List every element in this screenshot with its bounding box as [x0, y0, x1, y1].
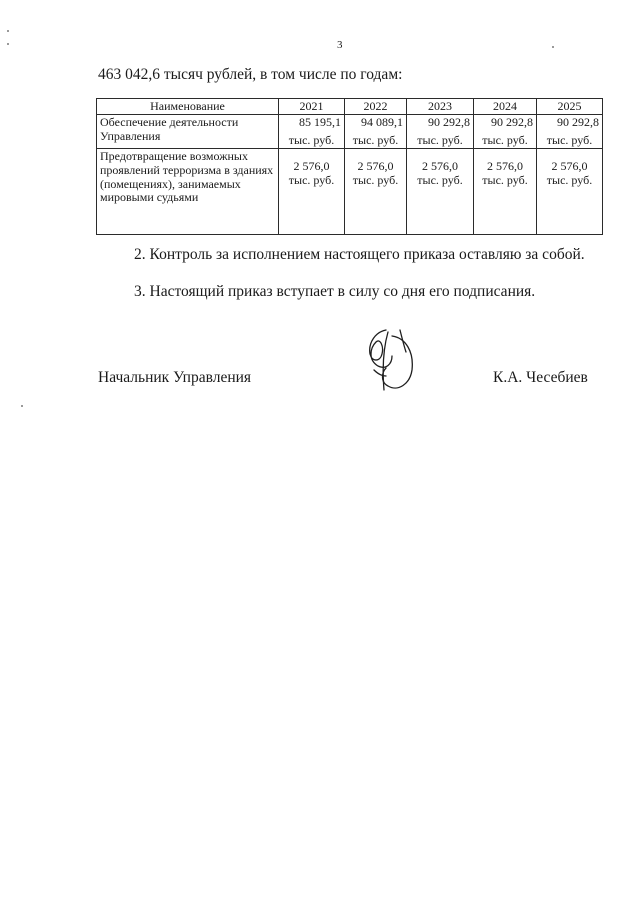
scan-speck: [7, 43, 9, 45]
cell-unit: тыс. руб.: [546, 132, 593, 147]
budget-table: [96, 98, 603, 235]
page-number: 3: [337, 39, 343, 51]
row-name: Обеспечение деятельности Управления: [97, 115, 279, 149]
table-row: [97, 149, 603, 235]
header-year-2021: 2021: [279, 99, 345, 115]
cell-value: [345, 115, 407, 149]
cell-amount: 94 089,1: [361, 115, 403, 129]
signatory-name: К.А. Чесебиев: [493, 369, 588, 386]
cell-unit: тыс. руб.: [482, 172, 528, 187]
row-name: Предотвращение возможных проявлений терроризма в зданиях (помещениях), занимаемых мировыми судьями: [97, 149, 279, 235]
budget-intro-text: 463 042,6 тысяч рублей, в том числе по годам:: [98, 66, 403, 83]
table-row: [97, 115, 603, 149]
cell-amount: 90 292,8: [557, 115, 599, 129]
handwritten-signature-icon: [356, 326, 426, 398]
scan-speck: [552, 46, 554, 48]
cell-unit: тыс. руб.: [417, 172, 463, 187]
paragraph-control: 2. Контроль за исполнением настоящего приказа оставляю за собой.: [134, 246, 585, 263]
cell-amount: 2 576,0: [422, 159, 458, 173]
cell-amount: 2 576,0: [551, 159, 588, 173]
scan-speck: [7, 30, 9, 32]
cell-value: [474, 115, 537, 149]
scan-speck: [21, 405, 23, 407]
cell-value: [537, 149, 603, 235]
signatory-title: Начальник Управления: [98, 369, 252, 386]
cell-unit: тыс. руб.: [288, 132, 335, 147]
table-header-row: [97, 99, 603, 115]
cell-unit: тыс. руб.: [288, 172, 335, 187]
cell-value: [279, 149, 345, 235]
header-year-2025: 2025: [537, 99, 603, 115]
cell-amount: 90 292,8: [428, 115, 470, 129]
cell-value: [345, 149, 407, 235]
cell-value: [279, 115, 345, 149]
cell-amount: 90 292,8: [491, 115, 533, 129]
cell-unit: тыс. руб.: [546, 172, 593, 187]
header-year-2023: 2023: [407, 99, 474, 115]
header-name: Наименование: [97, 99, 279, 115]
cell-value: [407, 149, 474, 235]
cell-amount: 2 576,0: [293, 159, 330, 173]
cell-unit: тыс. руб.: [482, 132, 528, 147]
cell-amount: 85 195,1: [299, 115, 341, 129]
cell-amount: 2 576,0: [357, 159, 394, 173]
cell-amount: 2 576,0: [487, 159, 523, 173]
header-year-2022: 2022: [345, 99, 407, 115]
cell-value: [474, 149, 537, 235]
header-year-2024: 2024: [474, 99, 537, 115]
cell-value: [537, 115, 603, 149]
paragraph-effective: 3. Настоящий приказ вступает в силу со дня его подписания.: [134, 283, 536, 300]
cell-unit: тыс. руб.: [417, 132, 463, 147]
cell-unit: тыс. руб.: [352, 132, 399, 147]
cell-unit: тыс. руб.: [352, 172, 399, 187]
cell-value: [407, 115, 474, 149]
